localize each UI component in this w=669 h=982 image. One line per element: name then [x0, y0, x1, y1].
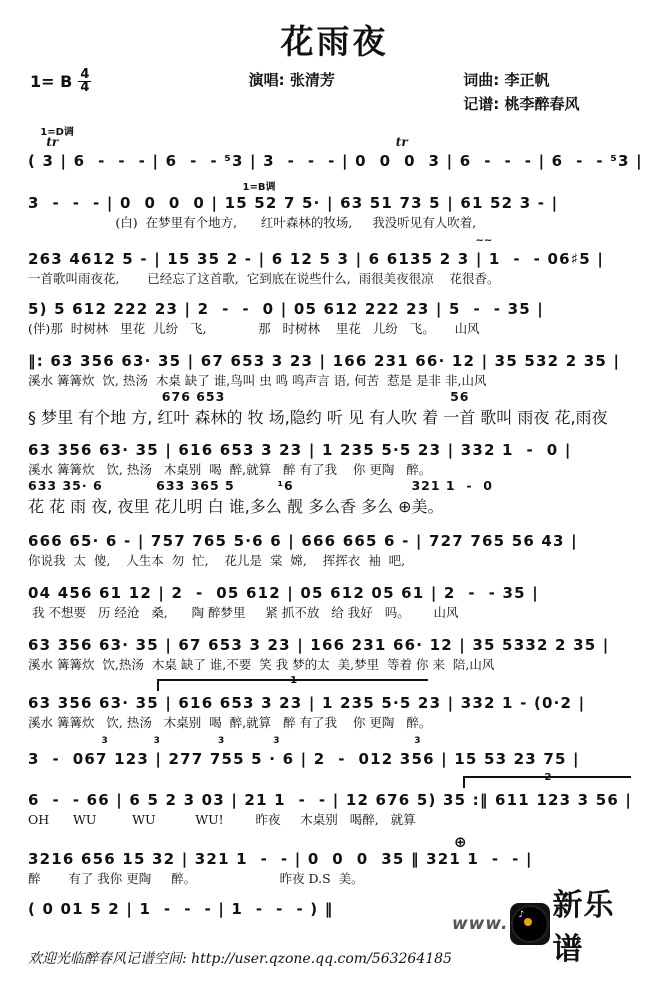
triplet-mark: 3 — [273, 736, 280, 746]
notation-line: 63 356 63· 35 | 616 653 3 23 | 1 235 5·5 23 | 332 1 - (0·2 | — [28, 694, 586, 712]
performer-credit: 演唱: 张清芳 — [248, 71, 335, 89]
trill-mark: tr — [395, 135, 408, 149]
alt-lyrics-line: 花 花 雨 夜, 夜里 花儿明 白 谁,多么 靓 多么香 多么 ⊕美。 — [28, 497, 444, 516]
alt-notation-line: 633 35· 6 633 365 5 ¹6 321 1 - 0 — [28, 478, 493, 493]
site-logo — [452, 880, 641, 968]
music-system-5 — [28, 343, 641, 428]
first-ending-bracket: 1 — [157, 679, 429, 691]
music-system-9 — [28, 627, 641, 673]
composer-credit: 词曲: 李正帆 — [463, 71, 550, 89]
coda-mark: ⊕ — [454, 833, 467, 851]
notation-line: 3 - - - | 0 0 0 0 | 15 52 7 5· | 63 51 73 5 | 61 52 3 - | — [28, 194, 559, 212]
notation-line: 3216 656 15 32 | 321 1 - - | 0 0 0 35 ‖ 321 1 - - | — [28, 850, 533, 868]
notation-line: 63 356 63· 35 | 616 653 3 23 | 1 235 5·5 23 | 332 1 - 0 | — [28, 441, 572, 459]
music-system-6 — [28, 434, 641, 517]
page-footer — [28, 880, 641, 968]
triplet-mark: 3 — [218, 736, 225, 746]
lyrics-line: 醉 有了 我你 更陶 醉。 昨夜 D.S 美。 — [28, 871, 364, 886]
key-label: 1= B — [30, 72, 73, 91]
lyrics-line: 溪水 篝篝炊 饮,热汤 木桌 缺了 谁,不要 笑 我 梦的太 美,梦里 等着 你 来 陪,山风 — [28, 657, 495, 672]
header-meta-2 — [28, 93, 641, 117]
music-system-11 — [28, 737, 641, 770]
notation-line: 04 456 61 12 | 2 - 05 612 | 05 612 05 61 | 2 - - 35 | — [28, 584, 539, 602]
song-title: 花雨夜 — [280, 22, 389, 61]
footer-link-text[interactable]: 欢迎光临醉春风记谱空间: http://user.qzone.qq.com/563264185 — [28, 951, 452, 967]
triplet-mark: 3 — [101, 736, 108, 746]
music-system-1 — [28, 123, 641, 172]
triplet-mark: 3 — [414, 736, 421, 746]
notation-line: 666 65· 6 - | 757 765 5·6 6 | 666 665 6 - | 727 765 56 43 | — [28, 532, 578, 550]
music-system-7 — [28, 523, 641, 569]
time-signature — [78, 69, 91, 94]
key-signature — [30, 69, 91, 94]
alt-lyrics-line: § 梦里 有个地 方, 红叶 森林的 牧 场,隐约 听 见 有人吹 着 一首 歌叫 雨夜 花,雨夜 — [28, 408, 608, 427]
alt-notation-line: 676 653 56 — [28, 389, 470, 404]
transcriber-credit: 记谱: 桃李醉春风 — [463, 95, 580, 113]
lyrics-line: 我 不想要 历 经沧 桑, 陶 醉梦里 紧 抓不放 给 我好 吗。 山风 — [28, 605, 459, 620]
music-system-12 — [28, 772, 641, 828]
lyrics-line: OH WU WU WU! 昨夜 木桌别 喝醉, 就算 — [28, 812, 416, 827]
lyrics-line: 溪水 篝篝炊 饮, 热汤 木桌 缺了 谁,鸟叫 虫 鸣 鸣声言 语, 何苦 惹是 是非 非,山风 — [28, 373, 487, 388]
music-system-4 — [28, 293, 641, 337]
second-ending-bracket: 2 — [463, 776, 631, 788]
notation-line: 5) 5 612 222 23 | 2 - - 0 | 05 612 222 23 | 5 - - 35 | — [28, 300, 544, 318]
logo-www-text: www. — [451, 914, 509, 934]
music-system-10 — [28, 675, 641, 731]
triplet-mark: 3 — [153, 736, 160, 746]
key-change-annotation: 1=D调 — [40, 127, 74, 138]
lyrics-line: 你说我 太 傻, 人生本 勿 忙, 花儿是 棠 嫦, 挥挥衣 袖 吧, — [28, 553, 406, 568]
notation-line: ‖: 63 356 63· 35 | 67 653 3 23 | 166 231 66· 12 | 35 532 2 35 | — [28, 352, 621, 370]
notation-line: 6 - - 66 | 6 5 2 3 03 | 21 1 - - | 12 676 5) 35 :‖ 611 123 3 56 | — [28, 791, 633, 809]
logo-brand-text: 新乐谱 — [552, 888, 615, 967]
lyrics-line: 一首歌叫雨夜花, 已经忘了这首歌, 它到底在说些什么, 雨很美夜很凉 花很香。 — [28, 271, 500, 286]
header-meta — [28, 67, 641, 93]
notation-line: 263 4612 5 - | 15 35 2 - | 6 12 5 3 | 6 6135 2 3 | 1 - - 06♯5 | — [28, 250, 605, 268]
logo-box — [510, 903, 550, 945]
notation-line: 3 - 067 123 | 277 755 5 · 6 | 2 - 012 356 | 15 53 23 75 | — [28, 750, 580, 768]
key-change-annotation: 1=B调 — [242, 182, 276, 193]
notation-line: ( 0 01 5 2 | 1 - - - | 1 - - - ) ‖ — [28, 900, 334, 918]
lyrics-line: (伴)那 时树林 里花 儿纷 飞, 那 时树林 里花 儿纷 飞。 山风 — [28, 321, 480, 336]
music-system-2 — [28, 178, 641, 231]
vinyl-record-icon — [511, 905, 549, 943]
notation-line: ( 3 | 6 - - - | 6 - - ⁵3 | 3 - - - | 0 0 0 3 | 6 - - - | 6 - - ⁵3 | — [28, 152, 643, 170]
lyrics-line: (白) 在梦里有个地方, 红叶森林的牧场, 我没听见有人吹着, — [28, 215, 477, 230]
music-note-icon: ♪ — [518, 910, 525, 920]
lyrics-line: 溪水 篝篝炊 饮, 热汤 木桌别 喝 醉,就算 醉 有了我 你 更陶 醉。 — [28, 462, 432, 477]
meter-numerator: 4 — [80, 67, 90, 82]
lyrics-line: 溪水 篝篝炊 饮, 热汤 木桌别 喝 醉,就算 醉 有了我 你 更陶 醉。 — [28, 715, 432, 730]
tremolo-mark: ~~ — [475, 235, 493, 246]
trill-mark: tr — [46, 135, 59, 149]
notation-line: 63 356 63· 35 | 67 653 3 23 | 166 231 66· 12 | 35 5332 2 35 | — [28, 636, 610, 654]
score — [28, 123, 641, 920]
meter-denominator: 4 — [80, 80, 90, 95]
music-system-8 — [28, 575, 641, 621]
music-system-3 — [28, 237, 641, 287]
